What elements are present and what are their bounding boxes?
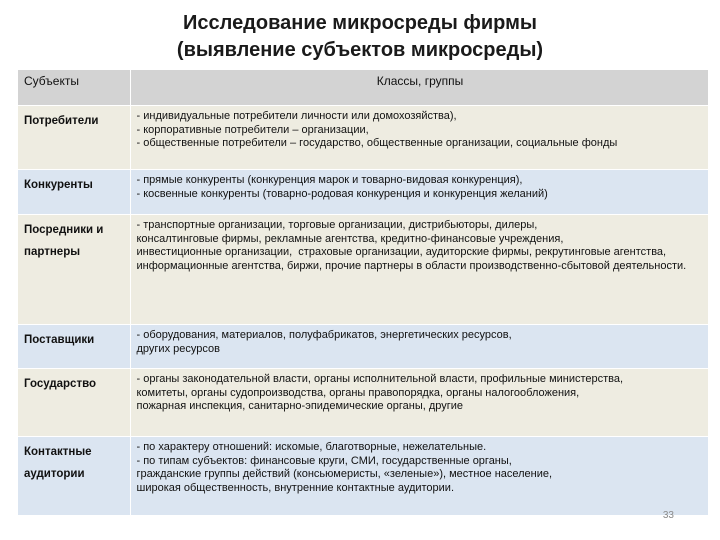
row-line: - по характеру отношений: искомые, благотворные, нежелательные. <box>136 441 487 453</box>
row-line: - оборудования, материалов, полуфабрикатов, энергетических ресурсов, <box>136 329 512 341</box>
table-header-row <box>18 70 708 106</box>
row-classes <box>130 215 708 325</box>
header-subjects: Субъекты <box>18 70 130 106</box>
row-line: - по типам субъектов: финансовые круги, СМИ, государственные органы, <box>136 454 512 467</box>
row-line: консалтинговые фирмы, рекламные агентства, кредитно-финансовые учреждения, <box>136 232 564 245</box>
row-classes <box>130 170 708 215</box>
row-classes <box>130 325 708 369</box>
page-number: 33 <box>662 510 674 521</box>
row-line: - косвенные конкуренты (товарно-родовая конкуренция и конкуренция желаний) <box>136 187 548 200</box>
row-classes <box>130 437 708 516</box>
row-line: информационные агентства, биржи, прочие партнеры в области производственно-сбытовой деятельности. <box>136 259 687 272</box>
row-line: - органы законодательной власти, органы исполнительной власти, профильные министерства, <box>136 373 624 385</box>
slide-title <box>0 10 720 64</box>
row-line: комитеты, органы судопроизводства, органы правопорядка, органы налогообложения, <box>136 386 580 399</box>
row-line: - общественные потребители – государство, общественные организации, социальные фонды <box>136 137 618 149</box>
row-line: - транспортные организации, торговые организации, дистрибьюторы, дилеры, <box>136 219 538 231</box>
row-line: - индивидуальные потребители личности или домохозяйства), <box>136 110 457 122</box>
row-classes <box>130 369 708 437</box>
row-line: - прямые конкуренты (конкуренция марок и товарно-видовая конкуренция), <box>136 174 523 186</box>
table-row <box>18 106 708 170</box>
row-line: - корпоративные потребители – организации, <box>136 123 369 136</box>
row-subject: Потребители <box>18 106 130 170</box>
header-classes: Классы, группы <box>130 70 708 106</box>
row-subject: Контактные аудитории <box>18 437 130 516</box>
table-row <box>18 170 708 215</box>
title-line-1: Исследование микросреды фирмы <box>183 12 537 34</box>
subjects-table <box>18 70 709 516</box>
row-line: инвестиционные организации, страховые организации, аудиторские фирмы, рекрутинговые агентства, <box>136 246 667 258</box>
title-line-2: (выявление субъектов микросреды) <box>176 39 544 61</box>
table-row <box>18 215 708 325</box>
table-row <box>18 369 708 437</box>
row-subject: Посредники и партнеры <box>18 215 130 325</box>
table-row <box>18 325 708 369</box>
row-subject: Поставщики <box>18 325 130 369</box>
row-line: гражданские группы действий (консьюмеристы, «зеленые»), местное население, <box>136 468 553 480</box>
row-subject: Конкуренты <box>18 170 130 215</box>
row-subject: Государство <box>18 369 130 437</box>
row-line: пожарная инспекция, санитарно-эпидемические органы, другие <box>136 400 464 412</box>
row-line: других ресурсов <box>136 342 220 355</box>
table-row <box>18 437 708 516</box>
row-line: широкая общественность, внутренние контактные аудитории. <box>136 481 455 494</box>
row-classes <box>130 106 708 170</box>
